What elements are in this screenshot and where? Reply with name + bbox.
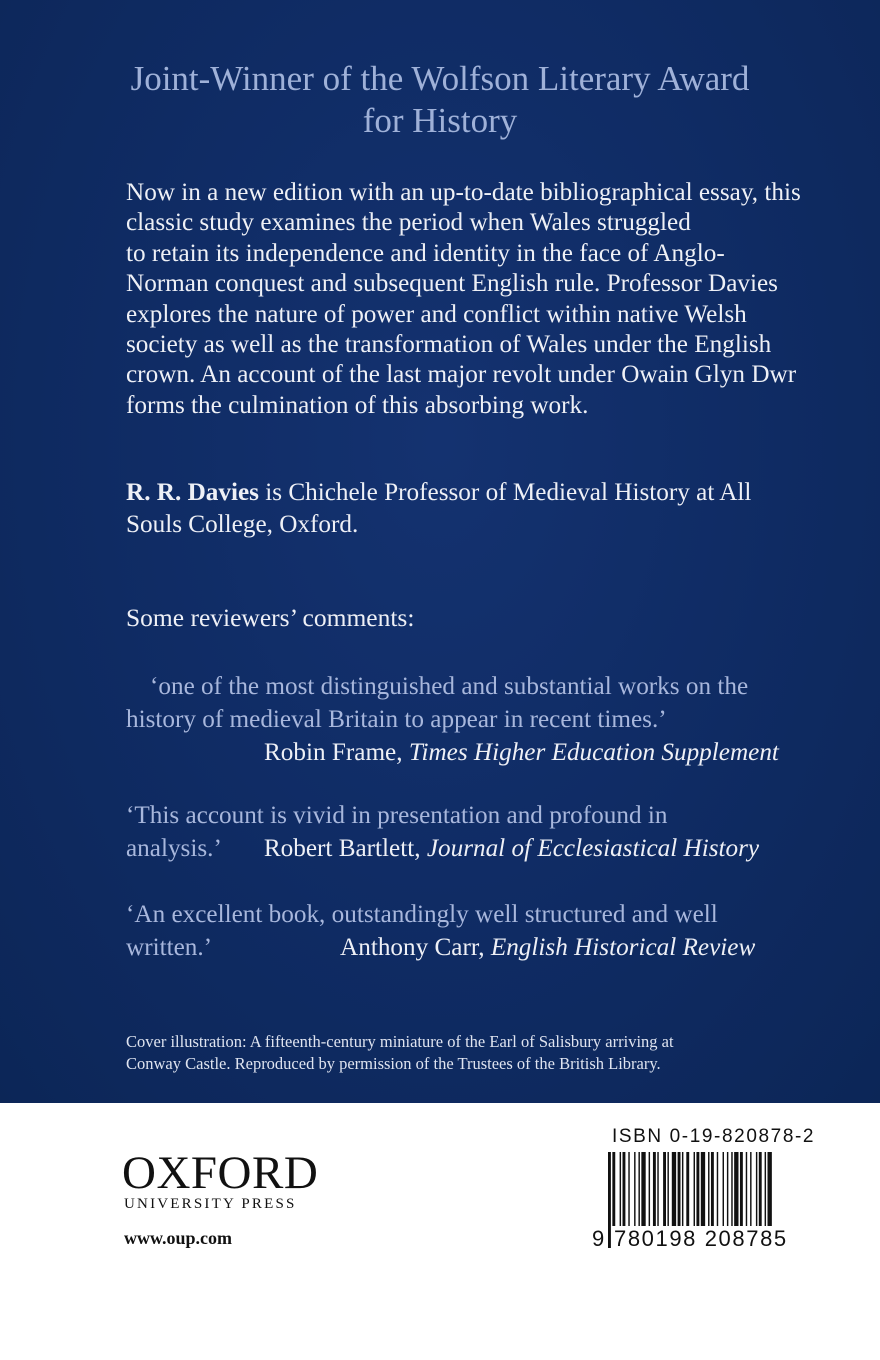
oxford-logo: OXFORD <box>122 1147 319 1199</box>
review-attribution <box>212 934 755 961</box>
review-quote-line: history of medieval Britain to appear in recent times.’ <box>126 706 667 733</box>
author-name: R. R. Davies <box>126 479 259 506</box>
author-title: is Chichele Professor of Medieval History at All <box>258 479 752 506</box>
blurb-line: crown. An account of the last major revolt under Owain Glyn Dwr <box>126 361 797 389</box>
ean-remaining-digits: 780198 208785 <box>614 1226 788 1251</box>
review-publication: Journal of Ecclesiastical History <box>426 835 760 862</box>
blurb-line: Norman conquest and subsequent English rule. Professor Davies <box>126 270 778 298</box>
isbn-label: ISBN 0-19-820878-2 <box>612 1126 816 1147</box>
review-attribution <box>126 736 806 769</box>
reviewer-name: Anthony Carr, <box>340 934 491 961</box>
review-line-2 <box>126 832 806 865</box>
publisher-url: www.oup.com <box>124 1228 233 1248</box>
review-3 <box>126 898 806 964</box>
reviews-heading: Some reviewers’ comments: <box>126 603 415 632</box>
review-quote-line: ‘one of the most distinguished and substantial works on the <box>150 673 749 700</box>
ean-digits <box>592 1152 810 1250</box>
review-publication: English Historical Review <box>490 934 756 961</box>
cover-credit <box>126 1031 826 1075</box>
award-headline-line-2: for History <box>362 101 518 140</box>
author-bio <box>126 477 826 541</box>
review-quote-line: ‘This account is vivid in presentation and profound in <box>126 802 668 829</box>
award-headline <box>0 58 880 142</box>
cover-credit-line-1: Cover illustration: A fifteenth-century miniature of the Earl of Salisbury arriving at <box>126 1032 674 1051</box>
review-quote-line: written.’ <box>126 934 213 961</box>
award-headline-line-1: Joint-Winner of the Wolfson Literary Award <box>130 59 750 98</box>
blurb-line: to retain its independence and identity in the face of Anglo- <box>126 239 725 267</box>
oxford-logo-subtitle: UNIVERSITY PRESS <box>124 1196 297 1212</box>
review-2 <box>126 799 806 865</box>
author-bio-line-1 <box>126 477 826 509</box>
blurb-line: forms the culmination of this absorbing work. <box>126 391 589 419</box>
review-attribution <box>222 835 759 862</box>
blurb-line: Now in a new edition with an up-to-date bibliographical essay, this <box>126 179 801 206</box>
cover-credit-line-2: Conway Castle. Reproduced by permission of the Trustees of the British Library. <box>126 1054 661 1073</box>
blurb-line: classic study examines the period when Wales struggled <box>126 209 691 237</box>
review-line-2 <box>126 931 806 964</box>
review-publication: Times Higher Education Supplement <box>408 739 779 766</box>
blurb-line: society as well as the transformation of Wales under the English <box>126 331 772 359</box>
book-blurb <box>126 178 816 421</box>
blurb-line: explores the nature of power and conflict within native Welsh <box>126 300 747 328</box>
reviewer-name: Robin Frame, <box>264 739 409 766</box>
review-quote-line: analysis.’ <box>126 835 222 862</box>
barcode <box>592 1152 810 1250</box>
ean-first-digit: 9 <box>592 1226 605 1251</box>
reviewer-name: Robert Bartlett, <box>263 835 427 862</box>
author-bio-line-2: Souls College, Oxford. <box>126 511 359 538</box>
review-1 <box>126 670 806 769</box>
review-quote-line: ‘An excellent book, outstandingly well structured and well <box>126 901 718 928</box>
